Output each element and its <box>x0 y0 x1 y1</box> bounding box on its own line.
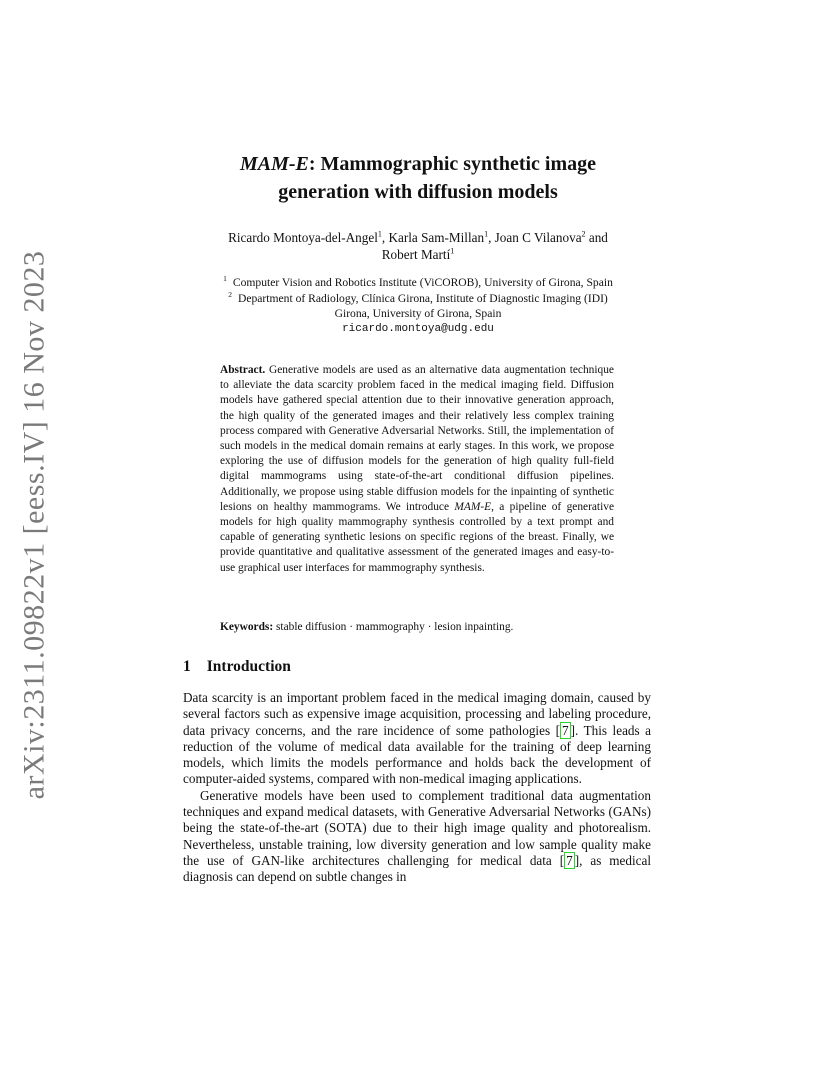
author-4: Robert Martí <box>381 247 451 262</box>
abstract-label: Abstract. <box>220 364 266 376</box>
affiliations <box>170 275 666 337</box>
abstract-text-2: , a pipeline of generative models for high quality mammography synthesis controlled by a text prompt and capable of generating synthetic lesions on specific regions of the breast. Finally, we provide quantitative and qualitative assessment of the generated images and easy-to-use graphical user interfaces for mammography synthesis. <box>220 500 614 574</box>
author-4-affil: 1 <box>450 246 455 256</box>
abstract-emphasis: MAM-E <box>454 500 492 513</box>
affiliation-1-text: Computer Vision and Robotics Institute (ViCOROB), University of Girona, Spain <box>232 276 613 289</box>
affiliation-2 <box>170 291 666 307</box>
abstract <box>220 363 614 576</box>
citation-link[interactable]: 7 <box>566 852 573 868</box>
title-line2: generation with diffusion models <box>278 181 558 203</box>
author-2-affil: 1 <box>484 229 489 239</box>
paragraph-1: Data scarcity is an important problem faced in the medical imaging domain, caused by several factors such as expensive image acquisition, processing and labeling procedure, data privacy concerns, and the rare incidence of some pathologies [ 7 ]. This leads a reduction of the volume of medical data available for the training of deep learning models, which limits the models performance and holds back the development of computer-aided systems, compared with non-medical imaging applications. <box>183 690 652 787</box>
arxiv-identifier: arXiv:2311.09822v1 [eess.IV] 16 Nov 2023 <box>17 250 50 800</box>
author-conjunction: and <box>585 230 608 245</box>
author-list <box>170 229 666 263</box>
paragraph-2-text-a: Generative models have been used to complement traditional data augmentation techniques and expand medical datasets, with Generative Adversarial Networks (GANs) being the state-of-the-art (SOTA) due to their high image quality and photorealism. Nevertheless, unstable training, low diversity generation and low sample quality make the use of GAN-like architectures challenging for medical data <box>183 787 651 868</box>
author-3-affil: 2 <box>581 229 586 239</box>
author-2: , Karla Sam-Millan <box>381 230 485 245</box>
citation-link[interactable]: 7 <box>562 722 569 738</box>
paragraph-1-text-a: Data scarcity is an important problem faced in the medical imaging domain, caused by several factors such as expensive image acquisition, processing and labeling procedure, data privacy concerns, and the rare incidence of some pathologies <box>183 690 651 738</box>
paragraph-2-text-b: , as medical diagnosis can depend on subtle changes in <box>183 852 651 885</box>
title-line1: : Mammographic synthetic image <box>308 153 597 175</box>
paragraph-2: Generative models have been used to complement traditional data augmentation techniques and expand medical datasets, with Generative Adversarial Networks (GANs) being the state-of-the-art (SOTA) due to their high image quality and photorealism. Nevertheless, unstable training, low diversity generation and low sample quality make the use of GAN-like architectures challenging for medical data [ 7 ], as medical diagnosis can depend on subtle changes in <box>183 787 651 885</box>
body-text <box>183 690 651 886</box>
affiliation-1 <box>170 275 666 291</box>
author-1: Ricardo Montoya-del-Angel <box>228 230 378 245</box>
keywords-label: Keywords: <box>220 621 274 633</box>
keywords-text: stable diffusion · mammography · lesion inpainting. <box>273 621 514 633</box>
author-email[interactable]: ricardo.montoya@udg.edu <box>342 322 494 335</box>
author-1-affil: 1 <box>377 229 382 239</box>
affiliation-1-marker: 1 <box>223 274 227 284</box>
affiliation-2-marker: 2 <box>228 289 232 299</box>
author-3: , Joan C Vilanova <box>488 230 582 245</box>
affiliation-3: Girona, University of Girona, Spain <box>334 307 502 320</box>
keywords <box>220 620 614 635</box>
section-heading <box>183 657 291 677</box>
section-title: Introduction <box>206 658 291 675</box>
section-number: 1 <box>183 658 191 675</box>
abstract-text-1: Generative models are used as an alternative data augmentation technique to alleviate the data scarcity problem faced in the medical imaging field. Diffusion models have gathered special attention due to their innovative generation approach, the high quality of the generated images and their relatively less complex training process compared with Generative Adversarial Networks. Still, the implementation of such models in the medical domain remains at early stages. In this work, we propose exploring the use of diffusion models for the generation of high quality full-field digital mammograms using state-of-the-art conditional diffusion pipelines. Additionally, we propose using stable diffusion models for the inpainting of synthetic lesions on healthy mammograms. We introduce <box>220 364 614 513</box>
paper-title <box>150 150 686 206</box>
affiliation-2-text: Department of Radiology, Clínica Girona, Institute of Diagnostic Imaging (IDI) <box>237 291 608 305</box>
arxiv-side-stamp <box>10 250 58 800</box>
paragraph-1-text-b: . This leads a reduction of the volume of medical data available for the training of deep learning models, which limits the models performance and holds back the development of computer-aided systems, compared with non-medical imaging applications. <box>183 722 652 787</box>
title-emphasis: MAM-E <box>239 153 309 175</box>
